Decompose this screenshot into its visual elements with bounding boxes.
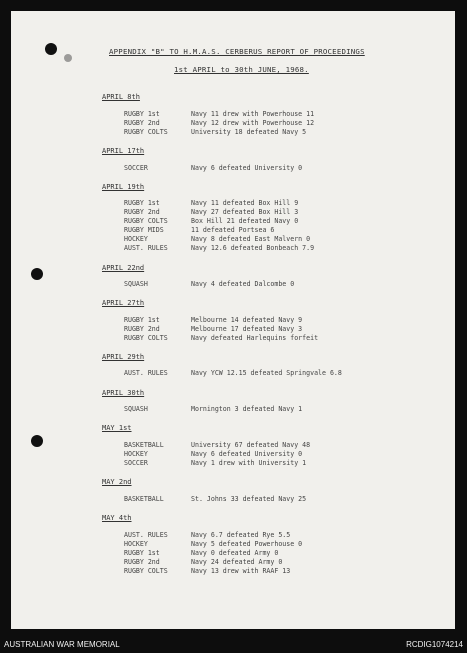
- sport-name: RUGBY 2nd: [124, 558, 160, 566]
- sport-name: BASKETBALL: [124, 441, 164, 449]
- sport-name: HOCKEY: [124, 235, 148, 243]
- sport-name: RUGBY 1st: [124, 316, 160, 324]
- archive-footer: [0, 635, 467, 653]
- sport-name: RUGBY 2nd: [124, 208, 160, 216]
- section-date: MAY 1st: [102, 424, 132, 432]
- match-result: Navy 6 defeated University 0: [191, 164, 303, 172]
- match-result: Box Hill 21 defeated Navy 0: [191, 217, 299, 225]
- sport-name: RUGBY COLTS: [124, 128, 168, 136]
- sport-name: AUST. RULES: [124, 369, 168, 377]
- document-subtitle: 1st APRIL to 30th JUNE, 1968.: [174, 65, 309, 74]
- section-date: APRIL 17th: [102, 147, 145, 155]
- match-result: Navy YCW 12.15 defeated Springvale 6.8: [191, 369, 342, 377]
- match-result: Melbourne 14 defeated Navy 9: [191, 316, 303, 324]
- document-page: [11, 11, 455, 629]
- sport-name: RUGBY COLTS: [124, 567, 168, 575]
- punch-hole: [45, 43, 57, 55]
- match-result: Mornington 3 defeated Navy 1: [191, 405, 303, 413]
- sport-name: HOCKEY: [124, 450, 148, 458]
- match-result: Navy 12 drew with Powerhouse 12: [191, 119, 315, 127]
- match-result: St. Johns 33 defeated Navy 25: [191, 495, 307, 503]
- archive-credit: AUSTRALIAN WAR MEMORIAL: [4, 640, 120, 649]
- sport-name: BASKETBALL: [124, 495, 164, 503]
- section-date: APRIL 27th: [102, 299, 145, 307]
- match-result: Navy 1 drew with University 1: [191, 459, 307, 467]
- match-result: Navy 5 defeated Powerhouse 0: [191, 540, 303, 548]
- sport-name: RUGBY 1st: [124, 110, 160, 118]
- sport-name: RUGBY COLTS: [124, 334, 168, 342]
- sport-name: RUGBY 1st: [124, 199, 160, 207]
- sport-name: RUGBY COLTS: [124, 217, 168, 225]
- match-result: Navy 4 defeated Dalcombe 0: [191, 280, 295, 288]
- match-result: Navy 11 defeated Box Hill 9: [191, 199, 299, 207]
- match-result: University 18 defeated Navy 5: [191, 128, 307, 136]
- match-result: Navy 24 defeated Army 0: [191, 558, 283, 566]
- archive-reference: RCDIG1074214: [406, 640, 463, 649]
- match-result: Navy 0 defeated Army 0: [191, 549, 279, 557]
- punch-hole: [31, 435, 43, 447]
- match-result: Navy 13 drew with RAAF 13: [191, 567, 291, 575]
- section-date: MAY 2nd: [102, 478, 132, 486]
- match-result: Navy 6 defeated University 0: [191, 450, 303, 458]
- sport-name: RUGBY 2nd: [124, 325, 160, 333]
- section-date: APRIL 22nd: [102, 264, 145, 272]
- sport-name: SOCCER: [124, 164, 148, 172]
- sport-name: RUGBY 2nd: [124, 119, 160, 127]
- section-date: APRIL 30th: [102, 389, 145, 397]
- match-result: Melbourne 17 defeated Navy 3: [191, 325, 303, 333]
- section-date: APRIL 8th: [102, 93, 140, 101]
- ink-smudge: [64, 54, 72, 62]
- punch-hole: [31, 268, 43, 280]
- match-result: Navy 12.6 defeated Bonbeach 7.9: [191, 244, 315, 252]
- section-date: MAY 4th: [102, 514, 132, 522]
- match-result: University 67 defeated Navy 48: [191, 441, 311, 449]
- match-result: Navy defeated Harlequins forfeit: [191, 334, 319, 342]
- sport-name: SOCCER: [124, 459, 148, 467]
- match-result: 11 defeated Portsea 6: [191, 226, 275, 234]
- match-result: Navy 6.7 defeated Rye 5.5: [191, 531, 291, 539]
- match-result: Navy 8 defeated East Malvern 0: [191, 235, 311, 243]
- match-result: Navy 27 defeated Box Hill 3: [191, 208, 299, 216]
- sport-name: AUST. RULES: [124, 531, 168, 539]
- match-result: Navy 11 drew with Powerhouse 11: [191, 110, 315, 118]
- sport-name: HOCKEY: [124, 540, 148, 548]
- sport-name: AUST. RULES: [124, 244, 168, 252]
- document-title: APPENDIX "B" TO H.M.A.S. CERBERUS REPORT OF PROCEEDINGS: [109, 47, 365, 56]
- sport-name: SQUASH: [124, 280, 148, 288]
- section-date: APRIL 19th: [102, 183, 145, 191]
- sport-name: RUGBY 1st: [124, 549, 160, 557]
- sport-name: SQUASH: [124, 405, 148, 413]
- section-date: APRIL 29th: [102, 353, 145, 361]
- sport-name: RUGBY MIDS: [124, 226, 164, 234]
